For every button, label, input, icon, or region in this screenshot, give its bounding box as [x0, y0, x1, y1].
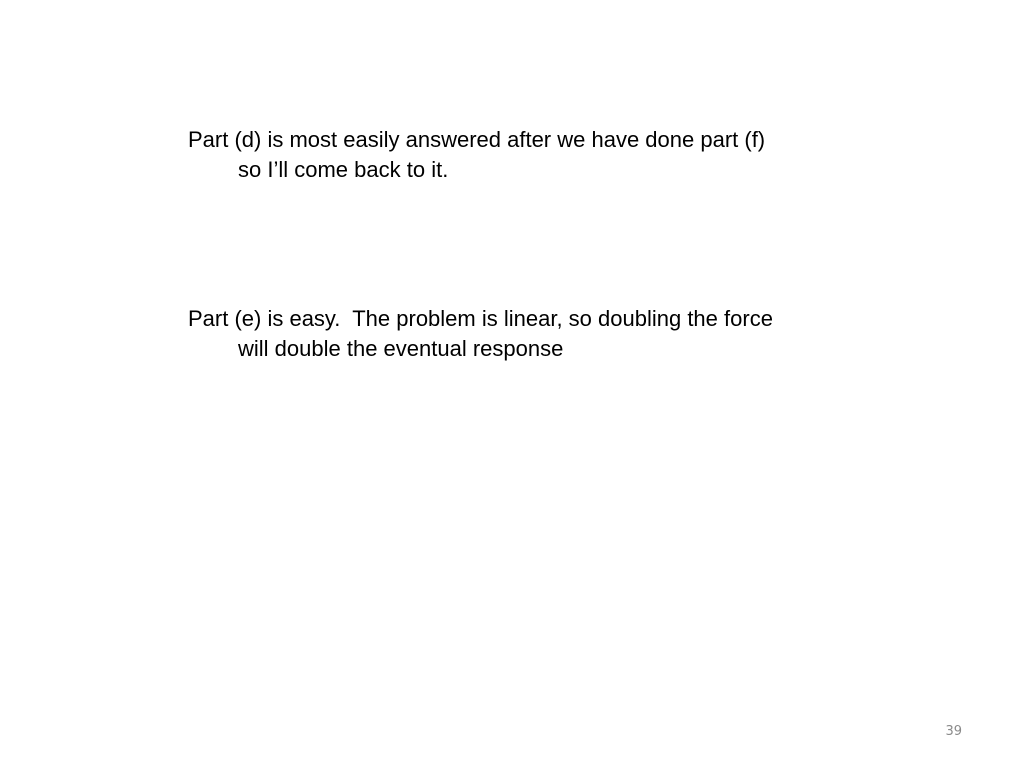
- slide-number: 39: [945, 724, 962, 739]
- paragraph-part-d: [188, 125, 908, 185]
- paragraph-part-e: [188, 304, 908, 364]
- paragraph-line: so I’ll come back to it.: [238, 157, 449, 182]
- paragraph-line: Part (e) is easy. The problem is linear, so doubling the force: [188, 306, 773, 331]
- paragraph-line: Part (d) is most easily answered after we have done part (f): [188, 127, 766, 152]
- paragraph-line: will double the eventual response: [238, 336, 564, 361]
